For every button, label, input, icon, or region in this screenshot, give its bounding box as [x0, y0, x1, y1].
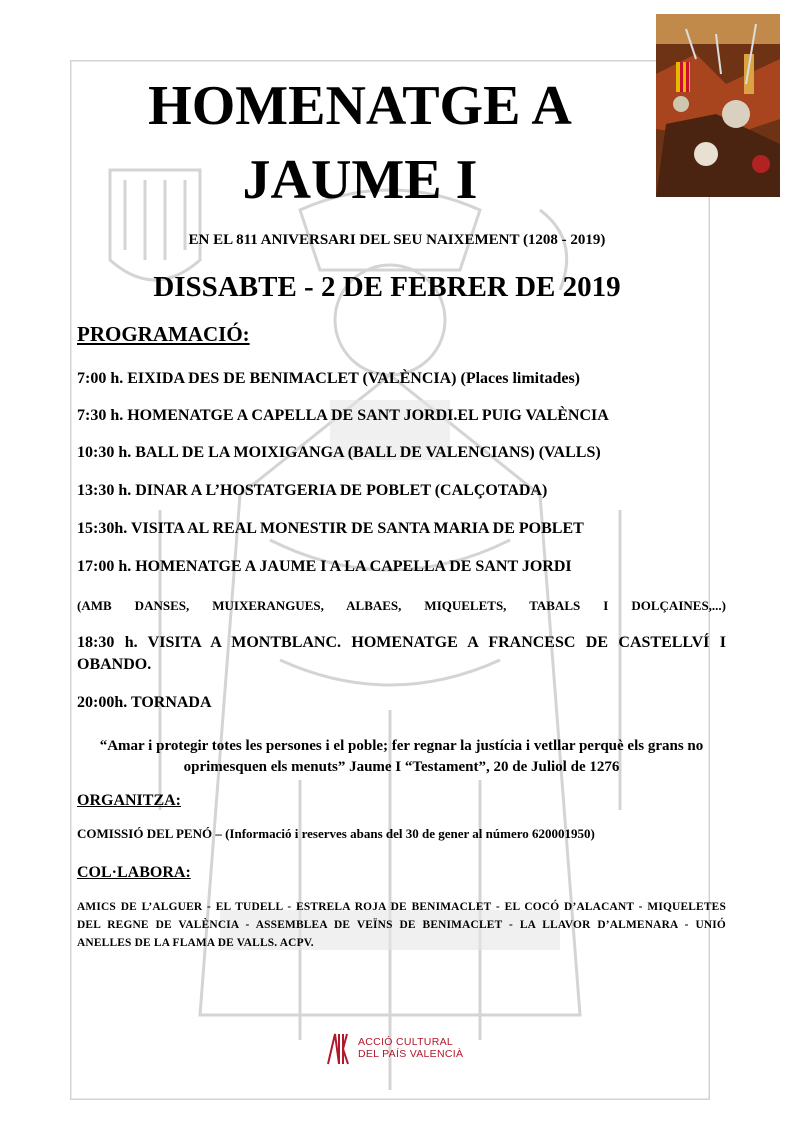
- program-item: 20:00h. TORNADA: [77, 694, 212, 711]
- collaborators-text: AMICS DE L’ALGUER - EL TUDELL - ESTRELA ROJA DE BENIMACLET - EL COCÓ D’ALACANT - MIQUELETES DEL REGNE DE VALÈNCIA - ASSEMBLEA DE VEÏNS DE BENIMACLET - LA LLAVOR D’ALMENARA - UNIÓ ANELLES DE LA FLAMA DE VALLS. ACPV.: [77, 901, 726, 949]
- program-heading: PROGRAMACIÓ:: [77, 322, 250, 346]
- event-date: DISSABTE - 2 DE FEBRER DE 2019: [153, 271, 621, 303]
- program-item: 10:30 h. BALL DE LA MOIXIGANGA (BALL DE VALENCIANS) (VALLS): [77, 444, 601, 461]
- program-item: 17:00 h. HOMENATGE A JAUME I A LA CAPELLA DE SANT JORDI: [77, 558, 572, 575]
- battle-painting-image: [656, 14, 780, 197]
- program-item: 15:30h. VISITA AL REAL MONESTIR DE SANTA MARIA DE POBLET: [77, 520, 584, 537]
- logo-line2: DEL PAÍS VALENCIÀ: [358, 1048, 464, 1060]
- poster-title-line2: JAUME I: [242, 149, 478, 211]
- jaume-quote: “Amar i protegir totes les persones i el poble; fer regnar la justícia i vetllar perquè els grans no oprimesquen els menuts” Jaume I “Testament”, 20 de Juliol de 1276: [99, 738, 704, 775]
- acpv-logo: [326, 1030, 463, 1066]
- program-item: (AMB DANSES, MUIXERANGUES, ALBAES, MIQUELETS, TABALS I DOLÇAINES,...): [77, 598, 726, 613]
- poster-title-line1: HOMENATGE A: [148, 75, 572, 137]
- anniversary-subtitle: EN EL 811 ANIVERSARI DEL SEU NAIXEMENT (1208 - 2019): [188, 232, 606, 248]
- organizer-text: COMISSIÓ DEL PENÓ – (Informació i reserves abans del 30 de gener al número 620001950): [77, 826, 595, 841]
- program-item: 7:30 h. HOMENATGE A CAPELLA DE SANT JORDI.EL PUIG VALÈNCIA: [77, 407, 609, 424]
- logo-line1: ACCIÓ CULTURAL: [358, 1036, 454, 1048]
- program-item: 18:30 h. VISITA A MONTBLANC. HOMENATGE A FRANCESC DE CASTELLVÍ I OBANDO.: [77, 634, 726, 673]
- program-item: 7:00 h. EIXIDA DES DE BENIMACLET (VALÈNCIA) (Places limitades): [77, 370, 581, 387]
- program-item: 13:30 h. DINAR A L’HOSTATGERIA DE POBLET (CALÇOTADA): [77, 482, 548, 499]
- acpv-logo-mark-icon: [326, 1030, 350, 1066]
- organizer-heading: ORGANITZA:: [77, 792, 182, 809]
- collaborators-heading: COL·LABORA:: [77, 864, 191, 881]
